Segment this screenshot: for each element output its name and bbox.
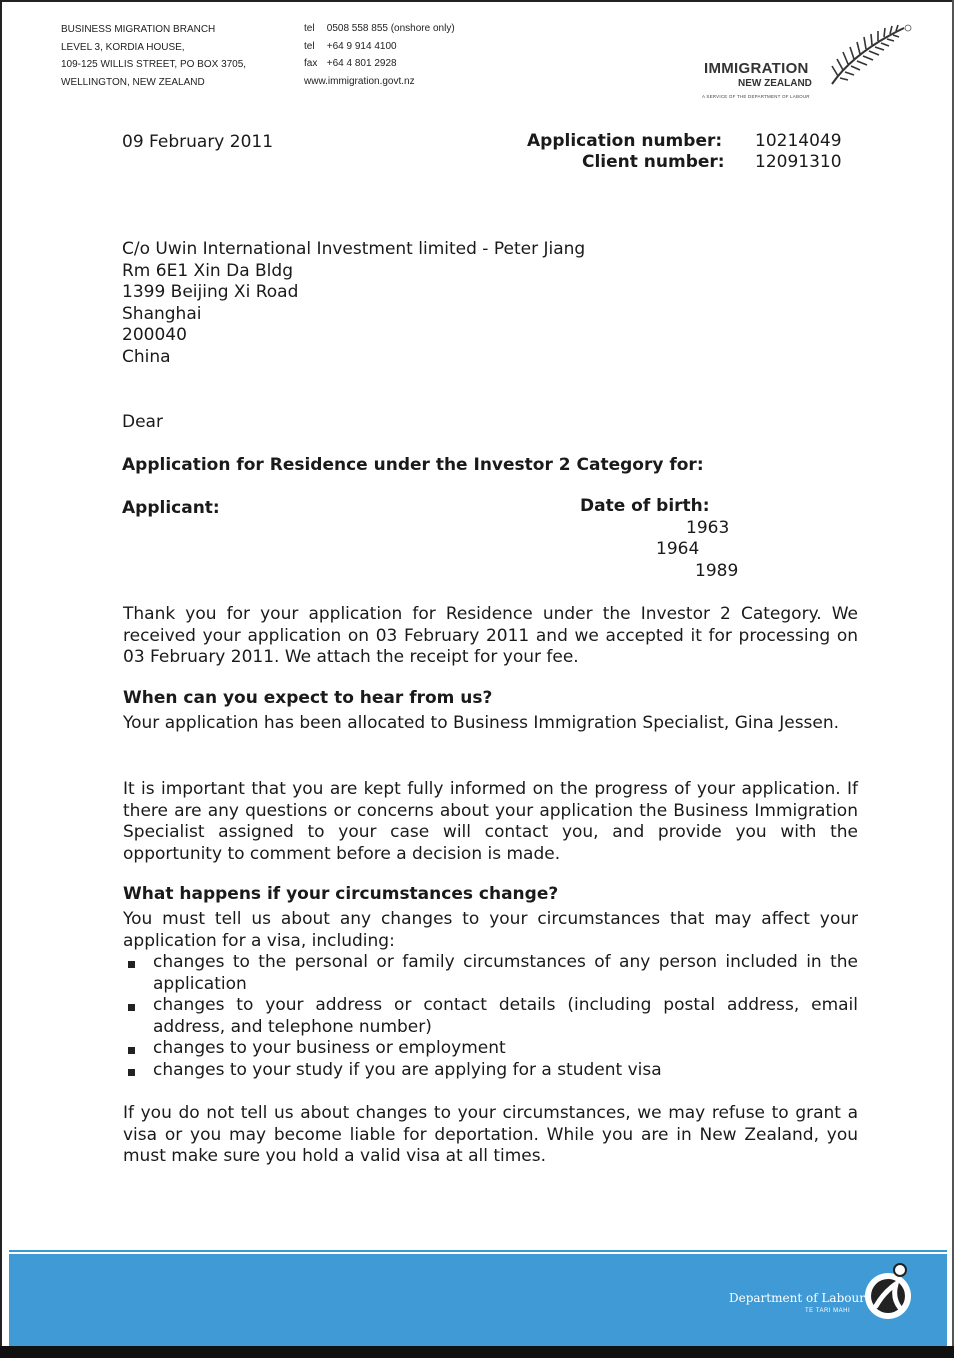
acknowledgement-paragraph: Thank you for your application for Residence under the Investor 2 Category. We received your application on 03 February 2011 and we accepted it for processing on 03 February 2011. We attach the receipt for your fee. (123, 604, 858, 668)
contact-value: +64 4 801 2928 (326, 58, 397, 69)
list-item (123, 1060, 858, 1082)
list-item (123, 1038, 858, 1060)
applicant-label: Applicant: (122, 498, 220, 518)
application-number: 10214049 (755, 131, 842, 151)
recipient-address-line: Shanghai (122, 303, 202, 324)
department-maori-name: TE TARI MAHI (805, 1308, 851, 1314)
logo-subtitle: NEW ZEALAND (738, 78, 812, 89)
subject-line: Application for Residence under the Investor 2 Category for: (122, 455, 704, 475)
recipient-address-line: C/o Uwin International Investment limited - Peter Jiang (122, 239, 586, 259)
list-item (123, 952, 858, 995)
section-heading-contact: When can you expect to hear from us? (123, 688, 493, 708)
contact-line (304, 55, 455, 73)
contact-value: +64 9 914 4100 (326, 40, 397, 52)
immigration-nz-logo (700, 22, 916, 102)
branch-address (61, 21, 246, 91)
contact-label: tel (304, 40, 315, 52)
footer-rule (9, 1250, 947, 1252)
branch-address-line: WELLINGTON, NEW ZEALAND (61, 76, 205, 88)
allocation-paragraph: Your application has been allocated to Business Immigration Specialist, Gina Jessen. (123, 713, 840, 733)
list-item-text: changes to your study if you are applying for a student visa (153, 1059, 662, 1080)
department-of-labour-emblem-icon (862, 1262, 916, 1322)
contact-line (304, 20, 455, 38)
recipient-address-line: 1399 Beijing Xi Road (122, 282, 299, 303)
changes-intro-paragraph: You must tell us about any changes to your circumstances that may affect your application for a visa, including: (123, 909, 858, 951)
contact-line (304, 38, 455, 56)
branch-contacts (304, 20, 455, 90)
logo-tagline: A SERVICE OF THE DEPARTMENT OF LABOUR (702, 94, 810, 99)
salutation: Dear (122, 412, 163, 432)
list-item (123, 995, 858, 1038)
list-item-text: changes to your business or employment (153, 1038, 506, 1059)
page-border-left (0, 0, 2, 1358)
page-border-bottom (0, 1346, 954, 1358)
client-number-label: Client number: (582, 152, 725, 172)
dob-year: 1963 (686, 518, 730, 538)
client-number: 12091310 (755, 152, 842, 172)
recipient-address-line: China (122, 346, 171, 367)
application-number-label: Application number: (527, 131, 723, 151)
date-of-birth-label: Date of birth: (580, 496, 710, 516)
recipient-address-line: 200040 (122, 325, 187, 346)
page-border-top (0, 0, 954, 2)
changes-list (123, 952, 858, 1082)
bullet-icon (128, 1004, 135, 1011)
warning-paragraph: If you do not tell us about changes to your circumstances, we may refuse to grant a visa or you may become liable for deportation. While you are in New Zealand, you must make sure you hold a valid visa at all times. (123, 1103, 858, 1167)
silver-fern-icon (824, 22, 914, 92)
contact-label: tel (304, 23, 315, 34)
contact-value: 0508 558 855 (onshore only) (326, 23, 455, 34)
letter-date: 09 February 2011 (122, 132, 274, 152)
dob-year: 1989 (695, 561, 739, 581)
recipient-address-line: Rm 6E1 Xin Da Bldg (122, 260, 293, 281)
list-item-text: changes to the personal or family circumstances of any person included in the application (153, 952, 858, 994)
dob-year: 1964 (656, 539, 700, 559)
branch-address-line: 109-125 WILLIS STREET, PO BOX 3705, (61, 59, 247, 70)
recipient-address (122, 239, 585, 369)
branch-address-line: LEVEL 3, KORDIA HOUSE, (61, 41, 185, 53)
website-link[interactable]: www.immigration.govt.nz (304, 75, 415, 87)
progress-paragraph: It is important that you are kept fully informed on the progress of your application. If there are any questions or concerns about your application the Business Immigration Specialist assigned to your case will contact you, and provide you with the opportunity to comment before a decision is made. (123, 779, 858, 864)
contact-label: fax (304, 58, 318, 69)
bullet-icon (128, 1047, 135, 1054)
section-heading-changes: What happens if your circumstances change? (123, 884, 559, 904)
bullet-icon (128, 1069, 135, 1076)
list-item-text: changes to your address or contact details (including postal address, email address, and telephone number) (153, 995, 858, 1037)
logo-title: IMMIGRATION (704, 60, 809, 77)
department-name: Department of Labour (729, 1291, 865, 1305)
bullet-icon (128, 961, 135, 968)
branch-address-line: BUSINESS MIGRATION BRANCH (61, 24, 216, 35)
